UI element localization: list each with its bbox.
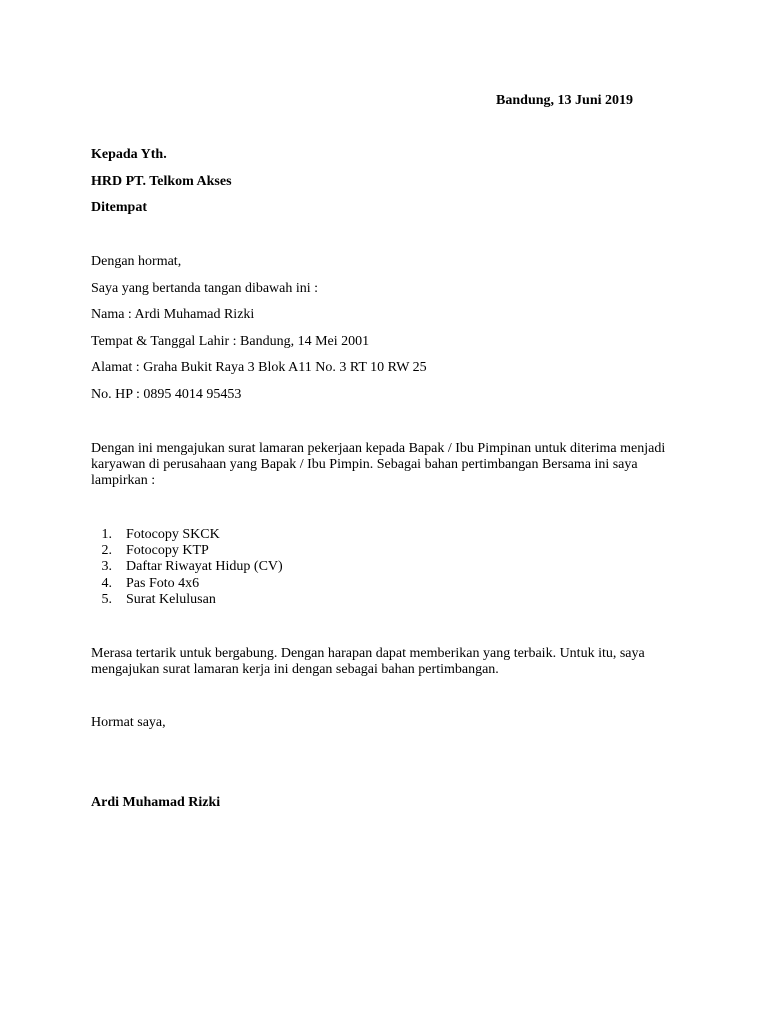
- recipient-location: Ditempat: [91, 200, 147, 215]
- detail-birth: Tempat & Tanggal Lahir : Bandung, 14 Mei 2001: [91, 334, 370, 349]
- list-item: [91, 543, 283, 559]
- body-paragraph: Dengan ini mengajukan surat lamaran pekerjaan kepada Bapak / Ibu Pimpinan untuk diterima menjadi karyawan di perusahaan yang Bapak / Ibu Pimpin. Sebagai bahan pertimbangan Bersama ini saya lampirkan :: [91, 441, 666, 488]
- list-item-text: Daftar Riwayat Hidup (CV): [126, 559, 283, 575]
- recipient-salutation: Kepada Yth.: [91, 147, 167, 162]
- list-item-text: Fotocopy KTP: [126, 543, 209, 559]
- list-item-number: 4.: [101, 575, 112, 591]
- list-item-text: Surat Kelulusan: [126, 591, 216, 607]
- list-item: [91, 576, 283, 592]
- list-item-text: Pas Foto 4x6: [126, 575, 200, 591]
- list-item-number: 2.: [101, 543, 112, 559]
- sign-off: Hormat saya,: [91, 715, 166, 730]
- signature-name: Ardi Muhamad Rizki: [91, 795, 221, 810]
- detail-name: Nama : Ardi Muhamad Rizki: [91, 307, 255, 322]
- list-item-number: 5.: [101, 591, 112, 607]
- recipient-company: HRD PT. Telkom Akses: [91, 174, 232, 189]
- list-item-number: 1.: [101, 527, 112, 542]
- closing-paragraph: Merasa tertarik untuk bergabung. Dengan harapan dapat memberikan yang terbaik. Untuk itu, saya mengajukan surat lamaran kerja ini dengan sebagai bahan pertimbangan.: [91, 646, 645, 677]
- detail-address: Alamat : Graha Bukit Raya 3 Blok A11 No. 3 RT 10 RW 25: [91, 360, 427, 375]
- list-item: [91, 592, 283, 608]
- intro-line: Saya yang bertanda tangan dibawah ini :: [91, 281, 319, 296]
- list-item: [91, 559, 283, 575]
- letter-date: Bandung, 13 Juni 2019: [496, 93, 633, 108]
- greeting: Dengan hormat,: [91, 254, 182, 269]
- list-item: [91, 527, 283, 543]
- list-item-number: 3.: [101, 559, 112, 575]
- list-item-text: Fotocopy SKCK: [126, 527, 220, 542]
- detail-phone: No. HP : 0895 4014 95453: [91, 387, 242, 402]
- attachment-list: [91, 527, 283, 608]
